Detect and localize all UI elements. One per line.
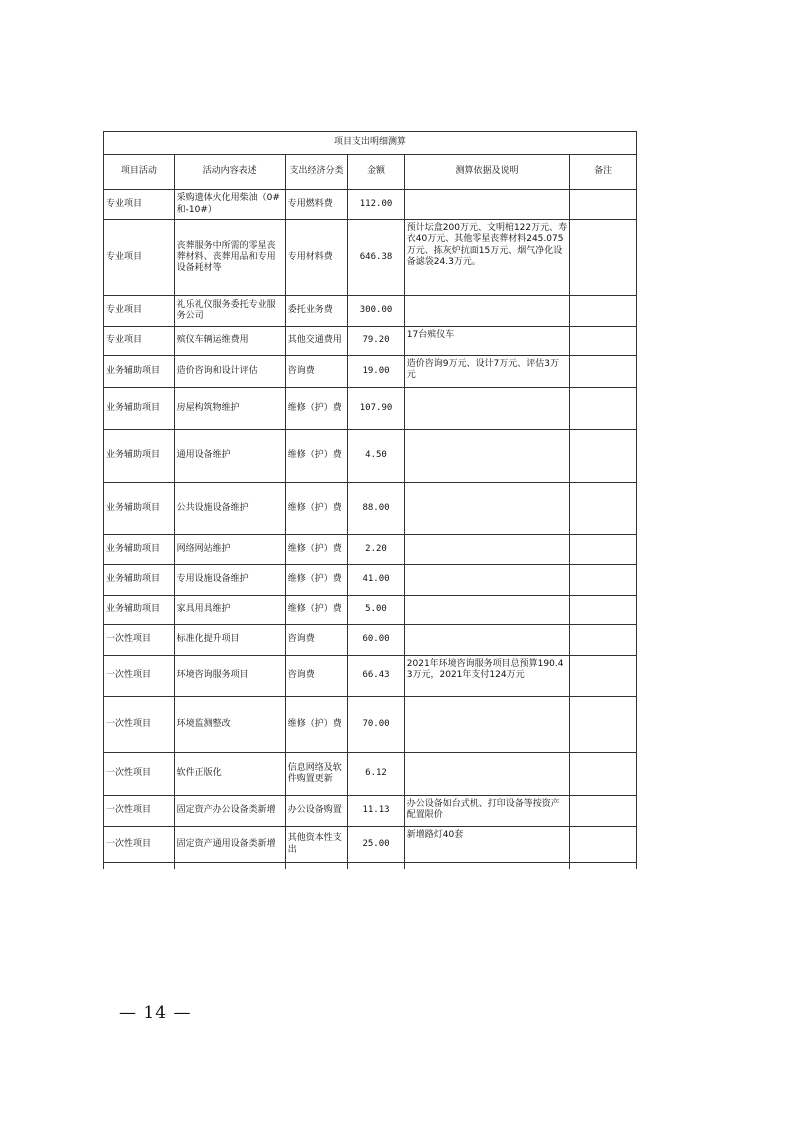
cell-activity: 一次性项目 (104, 697, 175, 753)
cell-activity: 业务辅助项目 (104, 388, 175, 430)
cell-note (570, 483, 637, 535)
cell-description: 通用设备维护 (174, 430, 285, 483)
cell-note (570, 327, 637, 356)
table-title: 项目支出明细测算 (104, 132, 637, 155)
cell-amount: 79.20 (348, 327, 405, 356)
header-classification: 支出经济分类 (285, 155, 348, 190)
cell-activity: 业务辅助项目 (104, 356, 175, 388)
cell-classification: 办公设备购置 (285, 796, 348, 827)
cell-activity: 专业项目 (104, 190, 175, 220)
cell-classification: 专用燃料费 (285, 190, 348, 220)
cell-description: 丧葬服务中所需的零星丧葬材料、丧葬用品和专用设备耗材等 (174, 220, 285, 296)
table-row (104, 753, 637, 796)
page-number: — 14 — (119, 1003, 192, 1023)
cell-note (570, 430, 637, 483)
cell-basis (404, 483, 570, 535)
cell-classification: 咨询费 (285, 656, 348, 697)
cell-basis (404, 535, 570, 565)
cell-note (570, 356, 637, 388)
cell-description: 专用设施设备维护 (174, 565, 285, 596)
header-description: 活动内容表述 (174, 155, 285, 190)
cell-note (570, 535, 637, 565)
table-continuation-row (104, 863, 637, 870)
cell-description: 固定资产办公设备类新增 (174, 796, 285, 827)
cell-amount: 11.13 (348, 796, 405, 827)
header-amount: 金额 (348, 155, 405, 190)
cell-activity: 一次性项目 (104, 625, 175, 656)
cell-amount: 41.00 (348, 565, 405, 596)
table-row (104, 296, 637, 327)
cell-amount: 19.00 (348, 356, 405, 388)
cell-classification: 维修（护）费 (285, 430, 348, 483)
cell-note (570, 220, 637, 296)
cell-note (570, 296, 637, 327)
cell-basis (404, 596, 570, 625)
cell-description: 环境咨询服务项目 (174, 656, 285, 697)
table-row (104, 596, 637, 625)
cell-basis (404, 296, 570, 327)
cell-classification: 维修（护）费 (285, 388, 348, 430)
cell-basis (404, 430, 570, 483)
cell-amount: 5.00 (348, 596, 405, 625)
cell-classification: 其他交通费用 (285, 327, 348, 356)
cell-description: 网络网站维护 (174, 535, 285, 565)
cell-amount: 2.20 (348, 535, 405, 565)
cell-basis: 17台殡仪车 (404, 327, 570, 356)
cell-amount: 70.00 (348, 697, 405, 753)
cell-classification: 维修（护）费 (285, 535, 348, 565)
cell-basis: 预计坛盒200万元、文明棺122万元、寿衣40万元、其他零星丧葬材料245.075万元、拣灰炉抗面15万元、烟气净化设备滤袋24.3万元。 (404, 220, 570, 296)
cell-classification: 咨询费 (285, 625, 348, 656)
cell-description: 殡仪车辆运维费用 (174, 327, 285, 356)
cell-description: 采购遗体火化用柴油（0#和-10#） (174, 190, 285, 220)
cell-amount: 4.50 (348, 430, 405, 483)
cell-note (570, 796, 637, 827)
header-note: 备注 (570, 155, 637, 190)
cell-classification: 维修（护）费 (285, 697, 348, 753)
cell-activity: 业务辅助项目 (104, 596, 175, 625)
cell-activity: 专业项目 (104, 296, 175, 327)
cell-note (570, 388, 637, 430)
cell-classification: 维修（护）费 (285, 596, 348, 625)
cell-note (570, 625, 637, 656)
cell-amount: 112.00 (348, 190, 405, 220)
cell-basis: 2021年环境咨询服务项目总预算190.43万元，2021年支付124万元 (404, 656, 570, 697)
cell-note (570, 827, 637, 863)
cell-note (570, 565, 637, 596)
cell-basis (404, 190, 570, 220)
cell-basis: 办公设备如台式机、打印设备等按资产配置限价 (404, 796, 570, 827)
cell-description: 环境监测整改 (174, 697, 285, 753)
table-row (104, 796, 637, 827)
cell-basis (404, 697, 570, 753)
cell-classification: 咨询费 (285, 356, 348, 388)
table-row (104, 697, 637, 753)
table-row (104, 565, 637, 596)
cell-activity: 一次性项目 (104, 796, 175, 827)
table-row (104, 625, 637, 656)
cell-classification: 维修（护）费 (285, 483, 348, 535)
cell-classification: 专用材料费 (285, 220, 348, 296)
cell-basis: 新增路灯40套 (404, 827, 570, 863)
cell-note (570, 697, 637, 753)
table-header-row (104, 155, 637, 190)
cell-description: 家具用具维护 (174, 596, 285, 625)
cell-amount: 60.00 (348, 625, 405, 656)
cell-note (570, 190, 637, 220)
cell-classification: 委托业务费 (285, 296, 348, 327)
table-row (104, 430, 637, 483)
cell-description: 房屋构筑物维护 (174, 388, 285, 430)
cell-basis (404, 388, 570, 430)
cell-description: 标准化提升项目 (174, 625, 285, 656)
cell-activity: 一次性项目 (104, 827, 175, 863)
header-basis: 测算依据及说明 (404, 155, 570, 190)
table-row (104, 827, 637, 863)
cell-classification: 信息网络及软件购置更新 (285, 753, 348, 796)
cell-amount: 300.00 (348, 296, 405, 327)
cell-description: 造价咨询和设计评估 (174, 356, 285, 388)
cell-basis: 造价咨询9万元、设计7万元、评估3万元 (404, 356, 570, 388)
cell-description: 公共设施设备维护 (174, 483, 285, 535)
budget-detail-table (103, 131, 637, 869)
cell-note (570, 753, 637, 796)
cell-classification: 其他资本性支出 (285, 827, 348, 863)
cell-description: 礼乐礼仪服务委托专业服务公司 (174, 296, 285, 327)
cell-amount: 6.12 (348, 753, 405, 796)
cell-activity: 专业项目 (104, 220, 175, 296)
cell-activity: 专业项目 (104, 327, 175, 356)
cell-description: 软件正版化 (174, 753, 285, 796)
cell-basis (404, 625, 570, 656)
cell-amount: 646.38 (348, 220, 405, 296)
table-row (104, 535, 637, 565)
cell-amount: 107.90 (348, 388, 405, 430)
cell-amount: 25.00 (348, 827, 405, 863)
cell-basis (404, 565, 570, 596)
cell-amount: 66.43 (348, 656, 405, 697)
cell-note (570, 656, 637, 697)
table-row (104, 483, 637, 535)
cell-classification: 维修（护）费 (285, 565, 348, 596)
table-title-row (104, 132, 637, 155)
table-row (104, 190, 637, 220)
cell-activity: 一次性项目 (104, 753, 175, 796)
cell-amount: 88.00 (348, 483, 405, 535)
cell-basis (404, 753, 570, 796)
table-row (104, 388, 637, 430)
cell-description: 固定资产通用设备类新增 (174, 827, 285, 863)
table-row (104, 656, 637, 697)
cell-activity: 业务辅助项目 (104, 483, 175, 535)
cell-activity: 业务辅助项目 (104, 565, 175, 596)
cell-note (570, 596, 637, 625)
table-row (104, 220, 637, 296)
table-row (104, 327, 637, 356)
table-row (104, 356, 637, 388)
header-activity: 项目活动 (104, 155, 175, 190)
cell-activity: 业务辅助项目 (104, 535, 175, 565)
cell-activity: 一次性项目 (104, 656, 175, 697)
cell-activity: 业务辅助项目 (104, 430, 175, 483)
